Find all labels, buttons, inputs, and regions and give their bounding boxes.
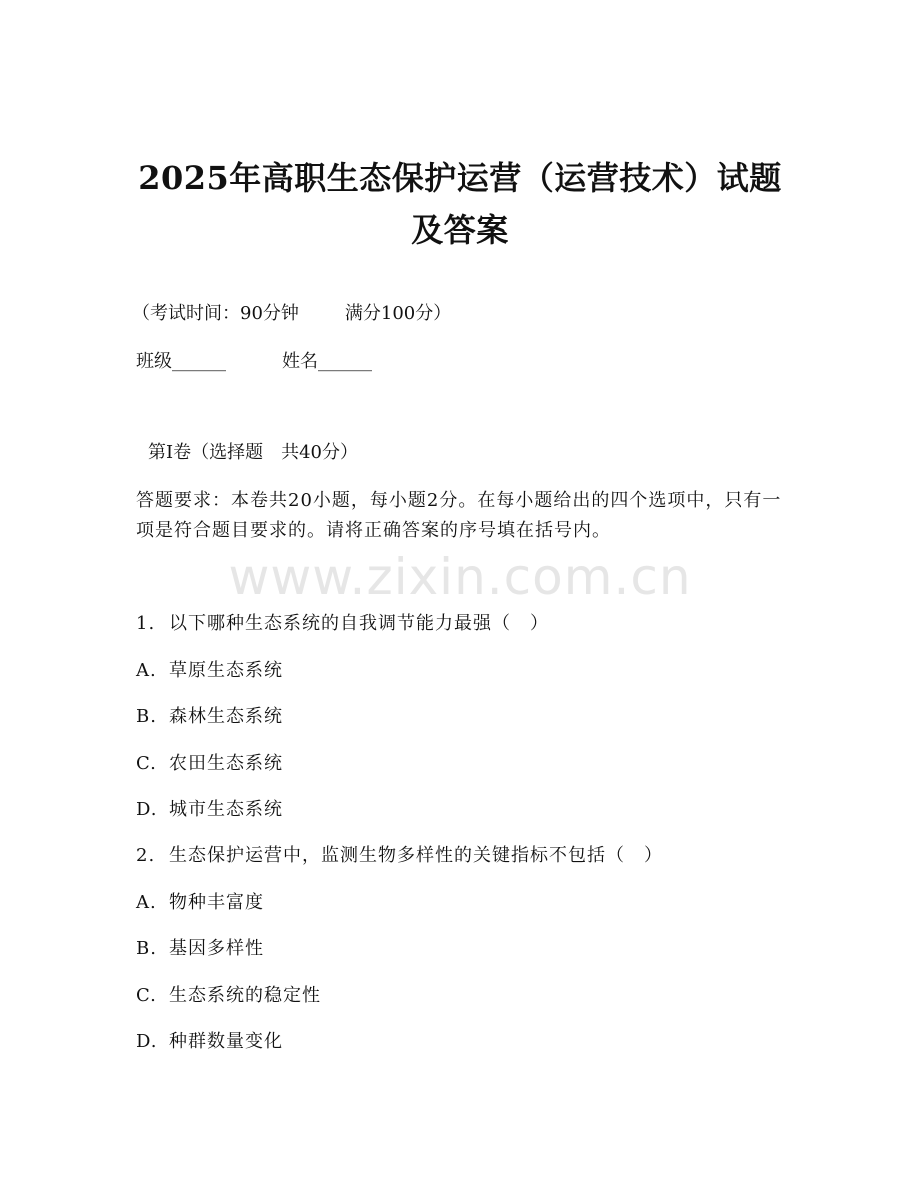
option-key: A. bbox=[136, 660, 157, 681]
question-1 bbox=[136, 612, 549, 636]
full-score: 满分100分） bbox=[344, 303, 452, 324]
exam-info bbox=[132, 302, 451, 326]
question-text: 以下哪种生态系统的自我调节能力最强（ ） bbox=[169, 613, 549, 634]
option-key: C. bbox=[136, 985, 157, 1006]
option-text: 生态系统的稳定性 bbox=[169, 985, 321, 1006]
question-2-option-a bbox=[136, 891, 264, 915]
option-key: A. bbox=[136, 892, 157, 913]
title-line-1: 2025年高职生态保护运营（运营技术）试题 bbox=[138, 159, 782, 197]
question-number: 1. bbox=[136, 613, 156, 634]
option-key: C. bbox=[136, 753, 157, 774]
question-number: 2. bbox=[136, 845, 156, 866]
option-key: D. bbox=[136, 1031, 158, 1052]
title-line-2: 及答案 bbox=[411, 211, 509, 249]
option-text: 城市生态系统 bbox=[169, 799, 283, 820]
option-key: B. bbox=[136, 706, 157, 727]
instructions: 答题要求：本卷共20小题，每小题2分。在每小题给出的四个选项中，只有一项是符合题目要求的。请将正确答案的序号填在括号内。 bbox=[136, 490, 782, 541]
name-field: 姓名______ bbox=[282, 351, 372, 372]
watermark: www.zixin.com.cn bbox=[228, 548, 692, 606]
question-2 bbox=[136, 844, 663, 868]
question-text: 生态保护运营中，监测生物多样性的关键指标不包括（ ） bbox=[169, 845, 663, 866]
page-title bbox=[0, 152, 920, 256]
option-text: 物种丰富度 bbox=[169, 892, 264, 913]
question-1-option-d bbox=[136, 798, 283, 822]
option-text: 种群数量变化 bbox=[169, 1031, 283, 1052]
option-key: D. bbox=[136, 799, 158, 820]
section-heading: 第Ⅰ卷（选择题 共40分） bbox=[148, 442, 359, 463]
student-fields bbox=[136, 350, 372, 374]
question-2-option-c bbox=[136, 984, 321, 1008]
exam-time: （考试时间：90分钟 bbox=[132, 303, 299, 324]
question-1-option-c bbox=[136, 752, 283, 776]
question-2-option-b bbox=[136, 937, 264, 961]
question-1-option-b bbox=[136, 705, 283, 729]
option-text: 森林生态系统 bbox=[169, 706, 283, 727]
option-key: B. bbox=[136, 938, 157, 959]
class-field: 班级______ bbox=[136, 351, 226, 372]
option-text: 基因多样性 bbox=[169, 938, 264, 959]
option-text: 草原生态系统 bbox=[169, 660, 283, 681]
question-1-option-a bbox=[136, 659, 283, 683]
option-text: 农田生态系统 bbox=[169, 753, 283, 774]
question-2-option-d bbox=[136, 1030, 283, 1054]
